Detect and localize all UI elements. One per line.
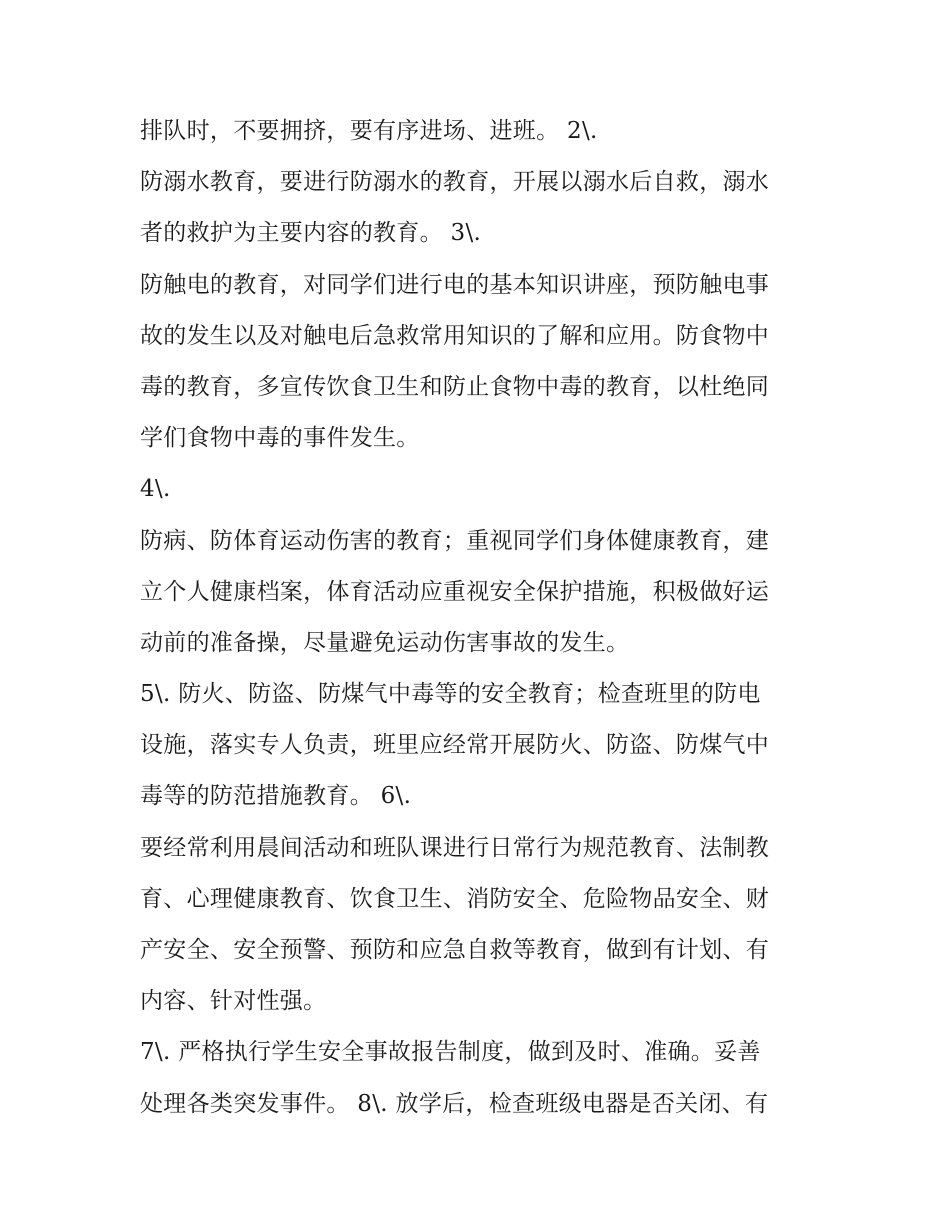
text-line: 处理各类突发事件。 8\. 放学后，检查班级电器是否关闭、有: [140, 1090, 769, 1117]
text-line: 设施，落实专人负责，班里应经常开展防火、防盗、防煤气中: [140, 732, 770, 759]
text-line: 4\.: [140, 476, 171, 503]
text-line: 故的发生以及对触电后急救常用知识的了解和应用。防食物中: [140, 322, 770, 349]
text-line: 立个人健康档案，体育活动应重视安全保护措施，积极做好运: [140, 578, 770, 605]
text-line: 者的救护为主要内容的教育。 3\.: [140, 220, 482, 247]
text-line: 排队时，不要拥挤，要有序进场、进班。 2\.: [140, 118, 598, 144]
text-line: 内容、针对性强。: [140, 988, 327, 1015]
text-line: 防触电的教育，对同学们进行电的基本知识讲座，预防触电事: [140, 271, 770, 298]
text-line: 5\. 防火、防盗、防煤气中毒等的安全教育；检查班里的防电: [140, 681, 761, 708]
text-line: 动前的准备操，尽量避免运动伤害事故的发生。: [140, 629, 630, 656]
text-line: 育、心理健康教育、饮食卫生、消防安全、危险物品安全、财: [140, 885, 770, 912]
text-line: 7\. 严格执行学生安全事故报告制度，做到及时、准确。妥善: [140, 1039, 761, 1066]
text-line: 产安全、安全预警、预防和应急自救等教育，做到有计划、有: [140, 937, 770, 963]
text-line: 防病、防体育运动伤害的教育；重视同学们身体健康教育，建: [140, 527, 770, 554]
document-body: [140, 106, 820, 1130]
text-line: 要经常利用晨间活动和班队课进行日常行为规范教育、法制教: [140, 834, 770, 861]
text-line: 毒的教育，多宣传饮食卫生和防止食物中毒的教育，以杜绝同: [140, 373, 770, 400]
text-line: 毒等的防范措施教育。 6\.: [140, 783, 412, 810]
text-line: 防溺水教育，要进行防溺水的教育，开展以溺水后自救，溺水: [140, 169, 770, 196]
text-line: 学们食物中毒的事件发生。: [140, 425, 420, 452]
